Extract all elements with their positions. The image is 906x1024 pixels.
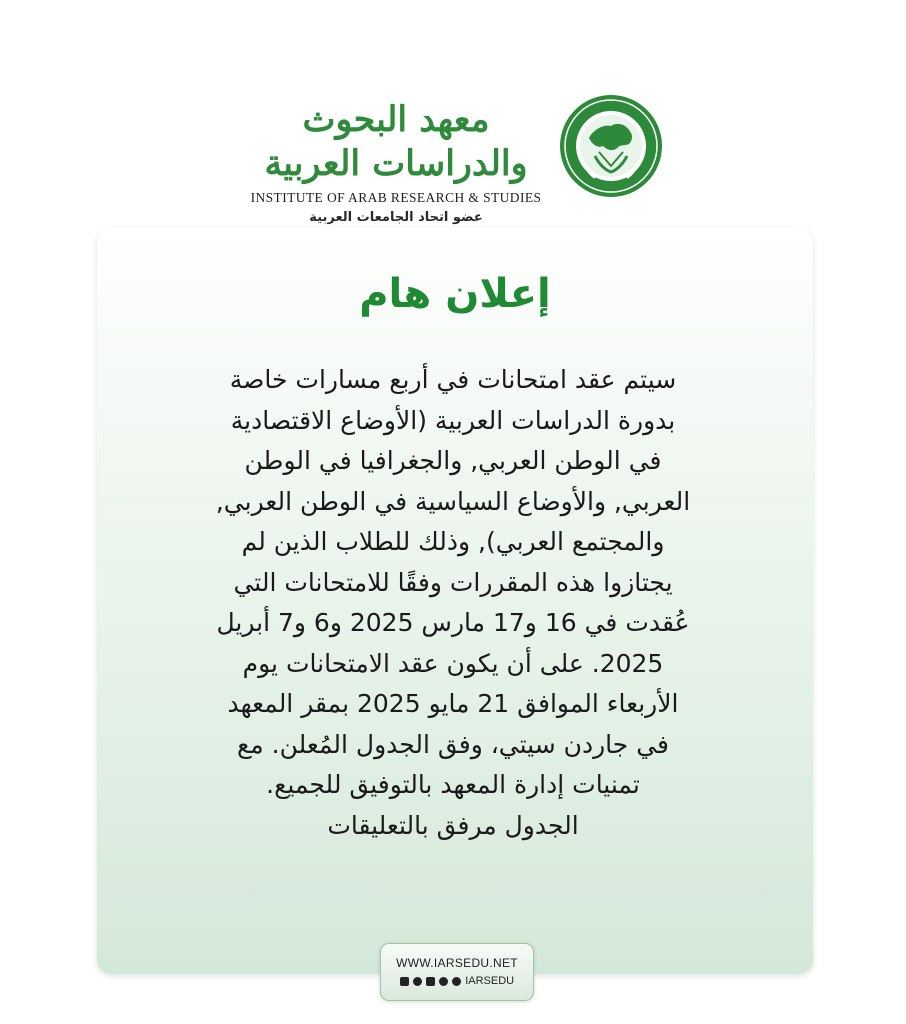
logo-membership-line: عضو اتحاد الجامعات العربية xyxy=(309,210,483,225)
website-badge[interactable] xyxy=(380,943,534,1001)
announcement-line: الأربعاء الموافق 21 مايو 2025 بمقر المعهد xyxy=(227,689,679,718)
logo-arabic-name: معهد البحوث والدراسات العربية xyxy=(264,99,528,184)
announcement-line: العربي, والأوضاع السياسية في الوطن العربي, xyxy=(215,486,691,516)
header xyxy=(0,0,906,225)
youtube-icon[interactable] xyxy=(400,977,409,986)
logo-english-name: INSTITUTE OF ARAB RESEARCH & STUDIES xyxy=(250,190,542,205)
announcement-title: إعلان هام xyxy=(359,271,551,317)
facebook-icon[interactable] xyxy=(413,977,422,986)
institute-logo xyxy=(248,98,544,227)
announcement-line: والمجتمع العربي), وذلك للطلاب الذين لم xyxy=(241,527,665,556)
arab-league-emblem-icon xyxy=(559,94,663,198)
announcement-line: سيتم عقد امتحانات في أربع مسارات خاصة xyxy=(229,365,677,394)
website-url[interactable]: WWW.IARSEDU.NET xyxy=(396,956,518,970)
whatsapp-icon[interactable] xyxy=(452,977,461,986)
announcement-line: عُقدت في 16 و17 مارس 2025 و6 و7 أبريل xyxy=(216,608,690,637)
announcement-line: يجتازوا هذه المقررات وفقًا للامتحانات التي xyxy=(233,567,673,597)
announcement-line: في الوطن العربي, والجغرافيا في الوطن xyxy=(244,446,662,475)
social-handle: IARSEDU xyxy=(465,975,515,987)
x-icon[interactable] xyxy=(439,977,448,986)
social-handles xyxy=(381,974,533,988)
announcement-line: الجدول مرفق بالتعليقات xyxy=(327,810,579,840)
announcement-body xyxy=(150,360,756,846)
announcement-line: تمنيات إدارة المعهد بالتوفيق للجميع. xyxy=(266,770,640,799)
announcement-line: 2025. على أن يكون عقد الامتحانات يوم xyxy=(242,648,664,678)
announcement-line: بدورة الدراسات العربية (الأوضاع الاقتصادية xyxy=(230,405,676,435)
announcement-line: في جاردن سيتي، وفق الجدول المُعلن. مع xyxy=(236,729,669,759)
instagram-icon[interactable] xyxy=(426,977,435,986)
